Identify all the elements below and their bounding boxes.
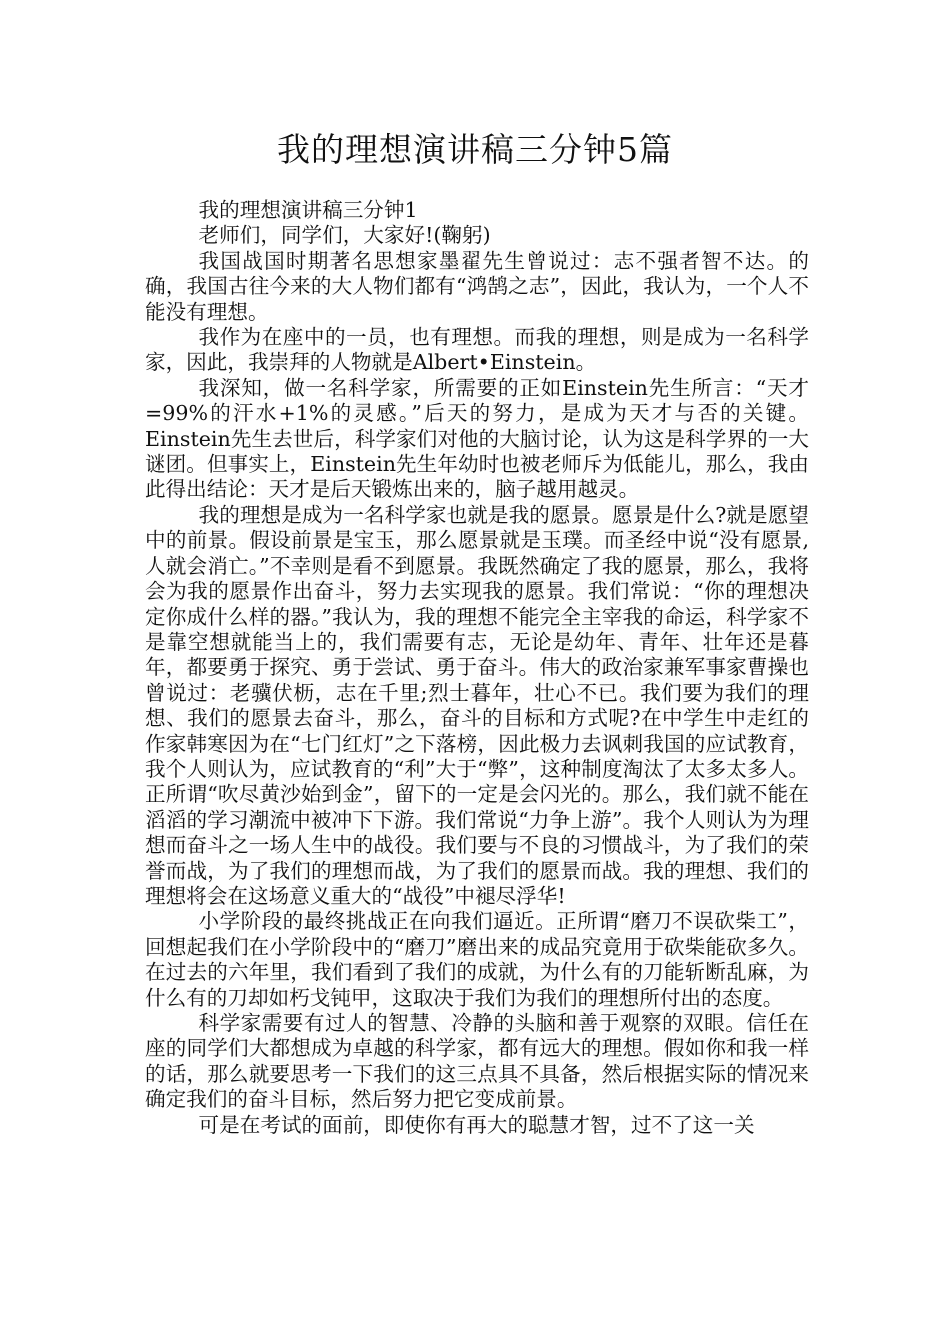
body-paragraph: 可是在考试的面前，即使你有再大的聪慧才智，过不了这一关 [198, 1112, 755, 1137]
body-paragraph: 小学阶段的最终挑战正在向我们逼近。正所谓“磨刀不误砍柴工”，回想起我们在小学阶段中的“磨刀”磨出来的成品究竟用于砍柴能砍多久。在过去的六年里，我们看到了我们的成就，为什么有的刀能斩断乱麻，为什么有的刀却如朽戈钝甲，这取决于我们为我们的理想所付出的态度。 [145, 909, 809, 1010]
document-title: 我的理想演讲稿三分钟5篇 [277, 130, 673, 169]
body-paragraph: 我国战国时期著名思想家墨翟先生曾说过：志不强者智不达。的确，我国古往今来的大人物们都有“鸿鹄之志”，因此，我认为，一个人不能没有理想。 [145, 248, 809, 324]
section-heading: 我的理想演讲稿三分钟1 [198, 198, 418, 222]
body-paragraph: 我作为在座中的一员，也有理想。而我的理想，则是成为一名科学家，因此，我崇拜的人物就是Albert•Einstein。 [145, 325, 809, 375]
body-paragraph: 科学家需要有过人的智慧、冷静的头脑和善于观察的双眼。信任在座的同学们大都想成为卓越的科学家，都有远大的理想。假如你和我一样的话，那么就要思考一下我们的这三点具不具备，然后根据实际的情况来确定我们的奋斗目标，然后努力把它变成前景。 [145, 1011, 809, 1112]
document-body [145, 198, 809, 1138]
greeting-paragraph: 老师们，同学们，大家好!(鞠躬) [198, 223, 491, 248]
body-paragraph: 我深知，做一名科学家，所需要的正如Einstein先生所言：“天才=99%的汗水+1%的灵感。”后天的努力，是成为天才与否的关键。Einstein先生去世后，科学家们对他的大脑讨论，认为这是科学界的一大谜团。但事实上，Einstein先生年幼时也被老师斥为低能儿，那么，我由此得出结论：天才是后天锻炼出来的，脑子越用越灵。 [145, 375, 809, 502]
body-paragraph: 我的理想是成为一名科学家也就是我的愿景。愿景是什么?就是愿望中的前景。假设前景是宝玉，那么愿景就是玉璞。而圣经中说“没有愿景,人就会消亡。”不幸则是看不到愿景。我既然确定了我的愿景，那么，我将会为我的愿景作出奋斗，努力去实现我的愿景。我们常说：“你的理想决定你成什么样的器。”我认为，我的理想不能完全主宰我的命运，科学家不是靠空想就能当上的，我们需要有志，无论是幼年、青年、壮年还是暮年，都要勇于探究、勇于尝试、勇于奋斗。伟大的政治家兼军事家曹操也曾说过：老骥伏枥，志在千里;烈士暮年，壮心不已。我们要为我们的理想、我们的愿景去奋斗，那么，奋斗的目标和方式呢?在中学生中走红的作家韩寒因为在“七门红灯”之下落榜，因此极力去讽刺我国的应试教育，我个人则认为，应试教育的“利”大于“弊”，这种制度淘汰了太多太多人。正所谓“吹尽黄沙始到金”，留下的一定是会闪光的。那么，我们就不能在滔滔的学习潮流中被冲下下游。我们常说“力争上游”。我个人则认为为理想而奋斗之一场人生中的战役。我们要与不良的习惯战斗，为了我们的荣誉而战，为了我们的理想而战，为了我们的愿景而战。我的理想、我们的理想将会在这场意义重大的“战役”中褪尽浮华! [145, 502, 809, 908]
